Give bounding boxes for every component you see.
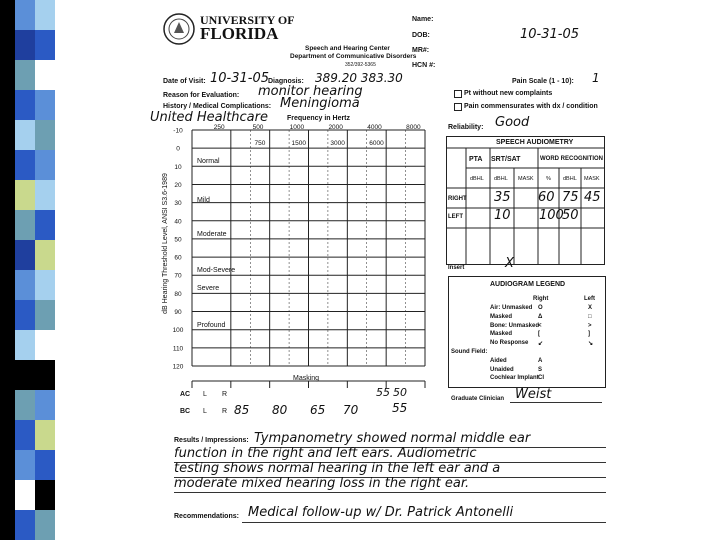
frequency-tick-label: 1000: [289, 124, 305, 131]
decorative-tile: [35, 60, 55, 90]
legend-row-label: Bone: Unmasked: [490, 322, 540, 329]
results-line-1: Tympanometry showed normal middle ear: [254, 431, 531, 446]
decorative-tile: [35, 0, 55, 30]
decorative-tile: [0, 60, 15, 90]
decorative-tile: [15, 300, 35, 330]
db-tick-label: 70: [174, 272, 182, 280]
decorative-tile: [0, 180, 15, 210]
speech-right-word-db: 75: [562, 190, 579, 205]
decorative-tile: [15, 270, 35, 300]
severity-profound: Profound: [197, 322, 226, 329]
decorative-tile: [0, 450, 15, 480]
bc-mask-value-5: 55: [392, 401, 408, 415]
legend-col-left: Left: [584, 296, 595, 302]
ac-mask-value-2: 50: [393, 386, 407, 399]
decorative-tile: [0, 360, 15, 390]
decorative-tile: [0, 210, 15, 240]
severity-moderate: Moderate: [197, 231, 227, 238]
db-tick-label: -10: [173, 127, 183, 135]
legend-symbol-right: A: [538, 357, 543, 364]
decorative-tile: [35, 90, 55, 120]
decorative-tile: [0, 150, 15, 180]
speech-sub-pta-db: dBHL: [470, 176, 484, 182]
legend-row-label: Air: Unmasked: [490, 305, 533, 311]
mr-label: MR#:: [412, 47, 430, 54]
decorative-tile: [35, 480, 55, 510]
decorative-tile: [15, 510, 35, 540]
results-line-3: testing shows normal hearing in the left ear and a: [174, 461, 501, 476]
decorative-tile: [35, 150, 55, 180]
speech-left-srt: 10: [494, 208, 511, 223]
severity-mod-severe: Mod-Severe: [197, 267, 236, 274]
legend-row-label: No Response: [490, 340, 529, 347]
db-tick-label: 110: [172, 345, 184, 353]
decorative-tile: [15, 390, 35, 420]
pain-scale-label: Pain Scale (1 - 10):: [512, 78, 574, 85]
speech-left-word-db: 50: [562, 208, 579, 223]
speech-right-label: RIGHT: [448, 196, 467, 202]
decorative-tile: [0, 90, 15, 120]
legend-symbol-left: X: [588, 305, 593, 311]
results-label: Results / Impressions:: [174, 437, 249, 444]
pain-scale-value: 1: [592, 71, 600, 85]
reason-label: Reason for Evaluation:: [163, 92, 240, 99]
date-of-visit-value: 10-31-05: [210, 71, 270, 86]
decorative-tile: [35, 270, 55, 300]
bc-mask-value-1: 85: [234, 403, 250, 417]
pain-option-2-label: Pain commensurates with dx / condition: [464, 103, 598, 110]
db-tick-label: 80: [174, 290, 182, 298]
decorative-tile: [15, 330, 35, 360]
speech-sub-srt-mask: MASK: [518, 176, 534, 182]
frequency-title: Frequency in Hertz: [287, 115, 351, 122]
decorative-tile-strip: [0, 0, 150, 540]
decorative-tile: [0, 480, 15, 510]
speech-left-label: LEFT: [448, 214, 463, 220]
severity-normal: Normal: [197, 158, 220, 165]
decorative-tile: [15, 30, 35, 60]
frequency-tick-label-inter: 1500: [291, 140, 307, 147]
db-tick-label: 120: [172, 363, 184, 371]
speech-sub-srt-db: dBHL: [494, 176, 508, 182]
severity-mild: Mild: [197, 197, 210, 204]
bc-r-label: R: [222, 408, 228, 415]
y-axis-label: dB Hearing Threshold Level, ANSI S3.6-1989: [161, 173, 169, 314]
recommendations-label: Recommendations:: [174, 513, 239, 520]
decorative-tile: [15, 150, 35, 180]
date-of-visit-label: Date of Visit:: [163, 78, 206, 85]
decorative-tile: [15, 180, 35, 210]
legend-symbol-right: [: [538, 331, 540, 338]
decorative-tile: [15, 60, 35, 90]
center-phone: 352/392-5365: [345, 62, 376, 68]
legend-col-right: Right: [533, 296, 549, 302]
decorative-tile: [35, 120, 55, 150]
legend-row-label: Masked: [490, 331, 513, 338]
decorative-tile: [0, 120, 15, 150]
legend-row-label: Masked: [490, 313, 513, 320]
reason-value: monitor hearing: [258, 84, 363, 99]
speech-header-word: WORD RECOGNITION: [540, 156, 603, 162]
legend-symbol-right: CI: [538, 375, 544, 382]
speech-sub-pct: %: [546, 176, 551, 182]
decorative-tile: [15, 120, 35, 150]
frequency-tick-label: 4000: [367, 124, 382, 131]
audiology-report-page: [150, 0, 720, 540]
legend-symbol-right: <: [538, 322, 542, 329]
decorative-tile: [15, 210, 35, 240]
ac-l-label: L: [203, 391, 207, 398]
legend-symbol-left: ↘: [588, 341, 594, 348]
insurer-value: United Healthcare: [150, 110, 268, 125]
speech-sub-word-mask: MASK: [584, 176, 600, 182]
legend-symbol-right: Δ: [538, 313, 543, 320]
history-label: History / Medical Complications:: [163, 103, 272, 110]
legend-symbol-right: ↙: [538, 341, 544, 348]
db-tick-label: 20: [174, 181, 182, 189]
speech-right-srt: 35: [494, 190, 511, 205]
dob-label: DOB:: [412, 32, 430, 39]
db-tick-label: 50: [174, 236, 182, 244]
decorative-tile: [15, 240, 35, 270]
pain-option-1-label: Pt without new complaints: [464, 90, 553, 97]
history-value: Meningioma: [280, 96, 360, 111]
decorative-tile: [15, 450, 35, 480]
insert-label: Insert: [448, 265, 465, 271]
frequency-tick-label-inter: 750: [254, 140, 266, 147]
db-tick-label: 0: [176, 145, 180, 153]
decorative-tile: [35, 30, 55, 60]
recommendations-value: Medical follow-up w/ Dr. Patrick Antonelli: [248, 505, 514, 520]
legend-title: AUDIOGRAM LEGEND: [490, 281, 566, 288]
university-name-line2: FLORIDA: [200, 24, 279, 43]
decorative-tile: [0, 330, 15, 360]
results-line-2: function in the right and left ears. Audiometric: [174, 446, 477, 461]
legend-symbol-left: >: [588, 322, 592, 329]
bc-l-label: L: [203, 408, 207, 415]
legend-symbol-left: ]: [588, 331, 590, 338]
db-tick-label: 10: [174, 163, 182, 171]
bc-mask-value-3: 65: [310, 403, 326, 417]
decorative-tile: [0, 30, 15, 60]
legend-symbol-right: S: [538, 366, 543, 373]
university-name-line1: UNIVERSITY OF: [200, 13, 295, 27]
clinician-value: Weist: [515, 387, 552, 402]
decorative-tile: [35, 240, 55, 270]
speech-header-srt: SRT/SAT: [491, 156, 521, 163]
decorative-tile: [35, 300, 55, 330]
decorative-tile: [0, 390, 15, 420]
decorative-tile: [35, 510, 55, 540]
diagnosis-value: 389.20 383.30: [315, 71, 403, 85]
legend-row-label: Unaided: [490, 366, 514, 373]
university-seal-icon: [162, 12, 196, 46]
bc-label: BC: [180, 408, 191, 415]
ac-label: AC: [180, 391, 191, 398]
reliability-value: Good: [495, 115, 530, 130]
legend-row-label: Sound Field:: [451, 349, 488, 355]
audiogram-chart: [150, 118, 440, 388]
decorative-tile: [0, 270, 15, 300]
frequency-tick-label: 2000: [328, 124, 343, 131]
decorative-tile: [35, 390, 55, 420]
decorative-tile: [15, 480, 35, 510]
db-tick-label: 90: [174, 309, 182, 317]
masking-label: Masking: [293, 375, 320, 382]
department-name: Department of Communicative Disorders: [290, 53, 417, 60]
speech-left-pct: 100: [539, 208, 564, 223]
legend-row-label: Cochlear Implant: [490, 375, 539, 382]
hcn-label: HCN #:: [412, 62, 436, 69]
decorative-tile: [35, 360, 55, 390]
reliability-label: Reliability:: [448, 124, 484, 131]
diagnosis-label: Diagnosis:: [268, 78, 304, 85]
frequency-tick-label: 500: [252, 124, 264, 131]
decorative-tile: [0, 510, 15, 540]
results-line-4: moderate mixed hearing loss in the right ear.: [174, 476, 470, 491]
dob-value: 10-31-05: [520, 27, 580, 42]
frequency-tick-label-inter: 3000: [330, 140, 345, 147]
decorative-tile: [15, 0, 35, 30]
decorative-tile: [35, 330, 55, 360]
frequency-tick-label: 8000: [406, 124, 421, 131]
severity-severe: Severe: [197, 285, 220, 292]
db-tick-label: 60: [174, 254, 182, 262]
speech-right-mask: 45: [584, 190, 601, 205]
decorative-tile: [35, 450, 55, 480]
pain-option-1-checkbox[interactable]: [454, 90, 462, 98]
decorative-tile: [0, 300, 15, 330]
center-name: Speech and Hearing Center: [305, 45, 390, 52]
legend-symbol-left: □: [588, 313, 592, 320]
legend-symbol-right: O: [538, 305, 543, 311]
decorative-tile: [35, 180, 55, 210]
speech-right-pct: 60: [538, 190, 555, 205]
frequency-tick-label-inter: 6000: [369, 140, 384, 147]
legend-row-label: Aided: [490, 357, 507, 364]
decorative-tile: [0, 0, 15, 30]
decorative-tile: [35, 420, 55, 450]
decorative-tile: [15, 90, 35, 120]
speech-header-pta: PTA: [469, 156, 483, 163]
name-label: Name:: [412, 16, 434, 23]
db-tick-label: 30: [174, 200, 182, 208]
decorative-tile: [0, 240, 15, 270]
frequency-tick-label: 250: [213, 124, 225, 131]
ac-mask-value-1: 55: [376, 386, 390, 399]
decorative-tile: [35, 210, 55, 240]
decorative-tile: [15, 420, 35, 450]
bc-mask-value-2: 80: [272, 403, 288, 417]
bc-mask-value-4: 70: [343, 403, 359, 417]
speech-title: SPEECH AUDIOMETRY: [496, 139, 574, 146]
db-tick-label: 40: [174, 218, 182, 226]
db-tick-label: 100: [172, 327, 184, 335]
clinician-label: Graduate Clinician: [451, 396, 505, 402]
speech-sub-word-db: dBHL: [563, 176, 577, 182]
insert-value: X: [505, 256, 514, 271]
decorative-tile: [15, 360, 35, 390]
decorative-tile: [0, 420, 15, 450]
pain-option-2-checkbox[interactable]: [454, 103, 462, 111]
audiogram-legend: [448, 276, 606, 388]
ac-r-label: R: [222, 391, 228, 398]
